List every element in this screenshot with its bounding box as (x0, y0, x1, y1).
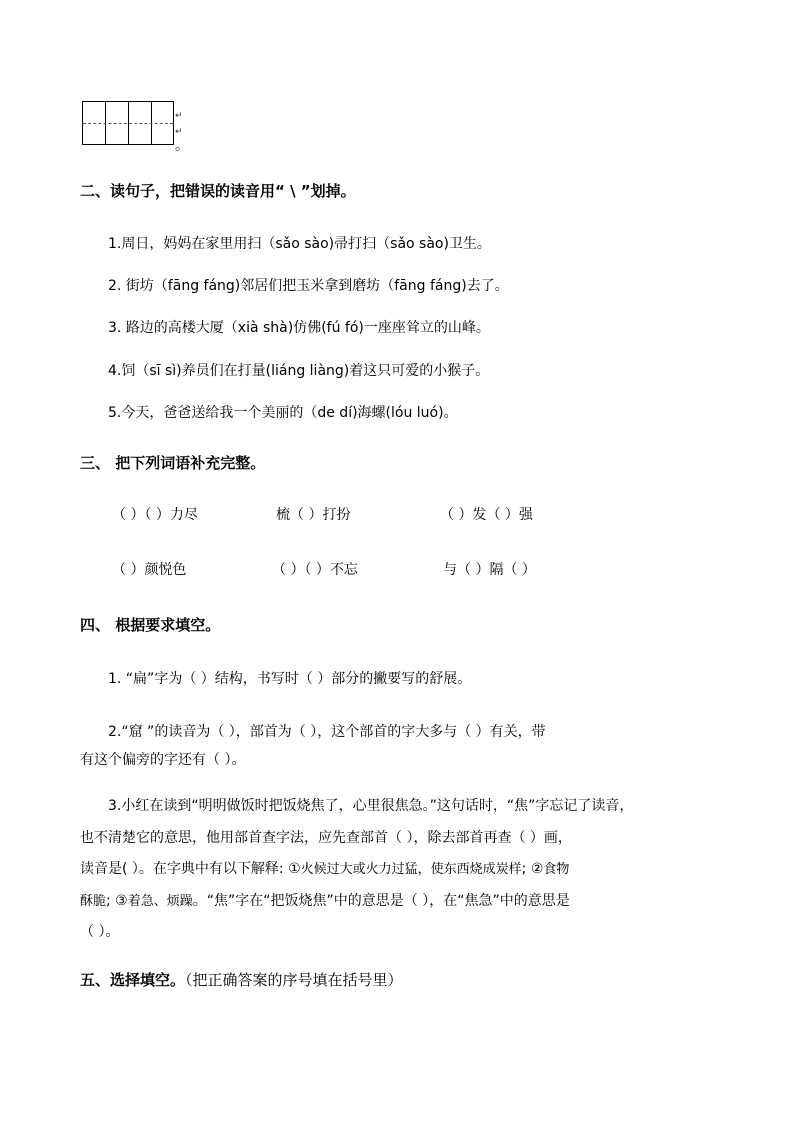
grid-period: 。 (175, 138, 189, 154)
q3-text-d: 。“焦”字在“把饭烧焦”中的意思是（ ），在“焦急”中的意思是 (192, 893, 570, 909)
tick-mark: ↵ (175, 127, 183, 137)
section-4-title: 四、 根据要求填空。 (80, 616, 221, 634)
idiom-blank-1: （ ）（ ）力尽 (112, 507, 198, 523)
idiom-blank-2: 梳（ ）打扮 (276, 507, 351, 523)
section-4-q3-line-2: 也不清楚它的意思，他用部首查字法，应先查部首（ ），除去部首再查（ ）画， (80, 830, 572, 846)
q3-text-c: ; ② (521, 861, 544, 877)
section-4-q3-line-4 (80, 891, 570, 912)
section-2-title: 二、读句子，把错误的读音用“ \ ”划掉。 (80, 182, 356, 200)
tick-mark: ↵ (175, 111, 183, 121)
section-5-title (80, 969, 403, 991)
q3-definition-1: 火候过大或火力过猛，使东西烧成炭样 (300, 862, 522, 877)
writing-grid (82, 101, 174, 145)
idiom-blank-3: （ ）发（ ）强 (440, 507, 533, 523)
section-2-item-2: 2. 街坊（fāng fáng)邻居们把玉米拿到磨坊（fāng fáng)去了。 (108, 278, 509, 294)
section-4-q1: 1. “扁”字为（ ）结构，书写时（ ）部分的撇要写的舒展。 (108, 671, 472, 687)
section-2-item-5: 5.今天，爸爸送给我一个美丽的（de dí)海螺(lóu luó)。 (108, 405, 458, 421)
section-4-q3-line-5: （ ）。 (80, 924, 120, 940)
q3-text-sep: ; ③ (106, 893, 128, 909)
section-5-title-main: 五、选择填空。 (80, 971, 186, 989)
grid-dashed-line (83, 123, 173, 124)
q3-text-a: 读音是( ）。在字典中有以下解释: ① (80, 861, 301, 877)
section-2-item-4: 4.饲（sī sì)养员们在打量(liáng liàng)着这只可爱的小猴子。 (108, 363, 490, 379)
idiom-blank-6: 与（ ）隔（ ） (443, 562, 536, 578)
idiom-blank-5: （ ）（ ）不忘 (272, 562, 358, 578)
section-2-item-3: 3. 路边的高楼大厦（xià shà)仿佛(fú fó)一座座耸立的山峰。 (108, 320, 490, 336)
idiom-blank-4: （ ）颜悦色 (112, 562, 187, 578)
q3-definition-2b: 酥脆 (80, 894, 107, 909)
section-3-title: 三、 把下列词语补充完整。 (80, 454, 266, 472)
q3-definition-3: 着急、烦躁 (127, 894, 193, 909)
section-4-q3-line-1: 3.小红在读到“明明做饭时把饭烧焦了，心里很焦急。”这句话时，“焦”字忘记了读音， (108, 798, 634, 814)
section-4-q2-line-1: 2.“窟 ”的读音为（ ），部首为（ ），这个部首的字大多与（ ）有关，带 (108, 724, 546, 740)
section-4-q2-line-2: 有这个偏旁的字还有（ ）。 (80, 752, 246, 768)
section-5-title-note: （把正确答案的序号填在括号里） (185, 971, 403, 989)
q3-definition-2a: 食物 (543, 862, 570, 877)
section-4-q3-line-3 (80, 859, 569, 880)
section-2-item-1: 1.周日，妈妈在家里用扫（sǎo sào)帚打扫（sǎo sào)卫生。 (108, 236, 491, 252)
